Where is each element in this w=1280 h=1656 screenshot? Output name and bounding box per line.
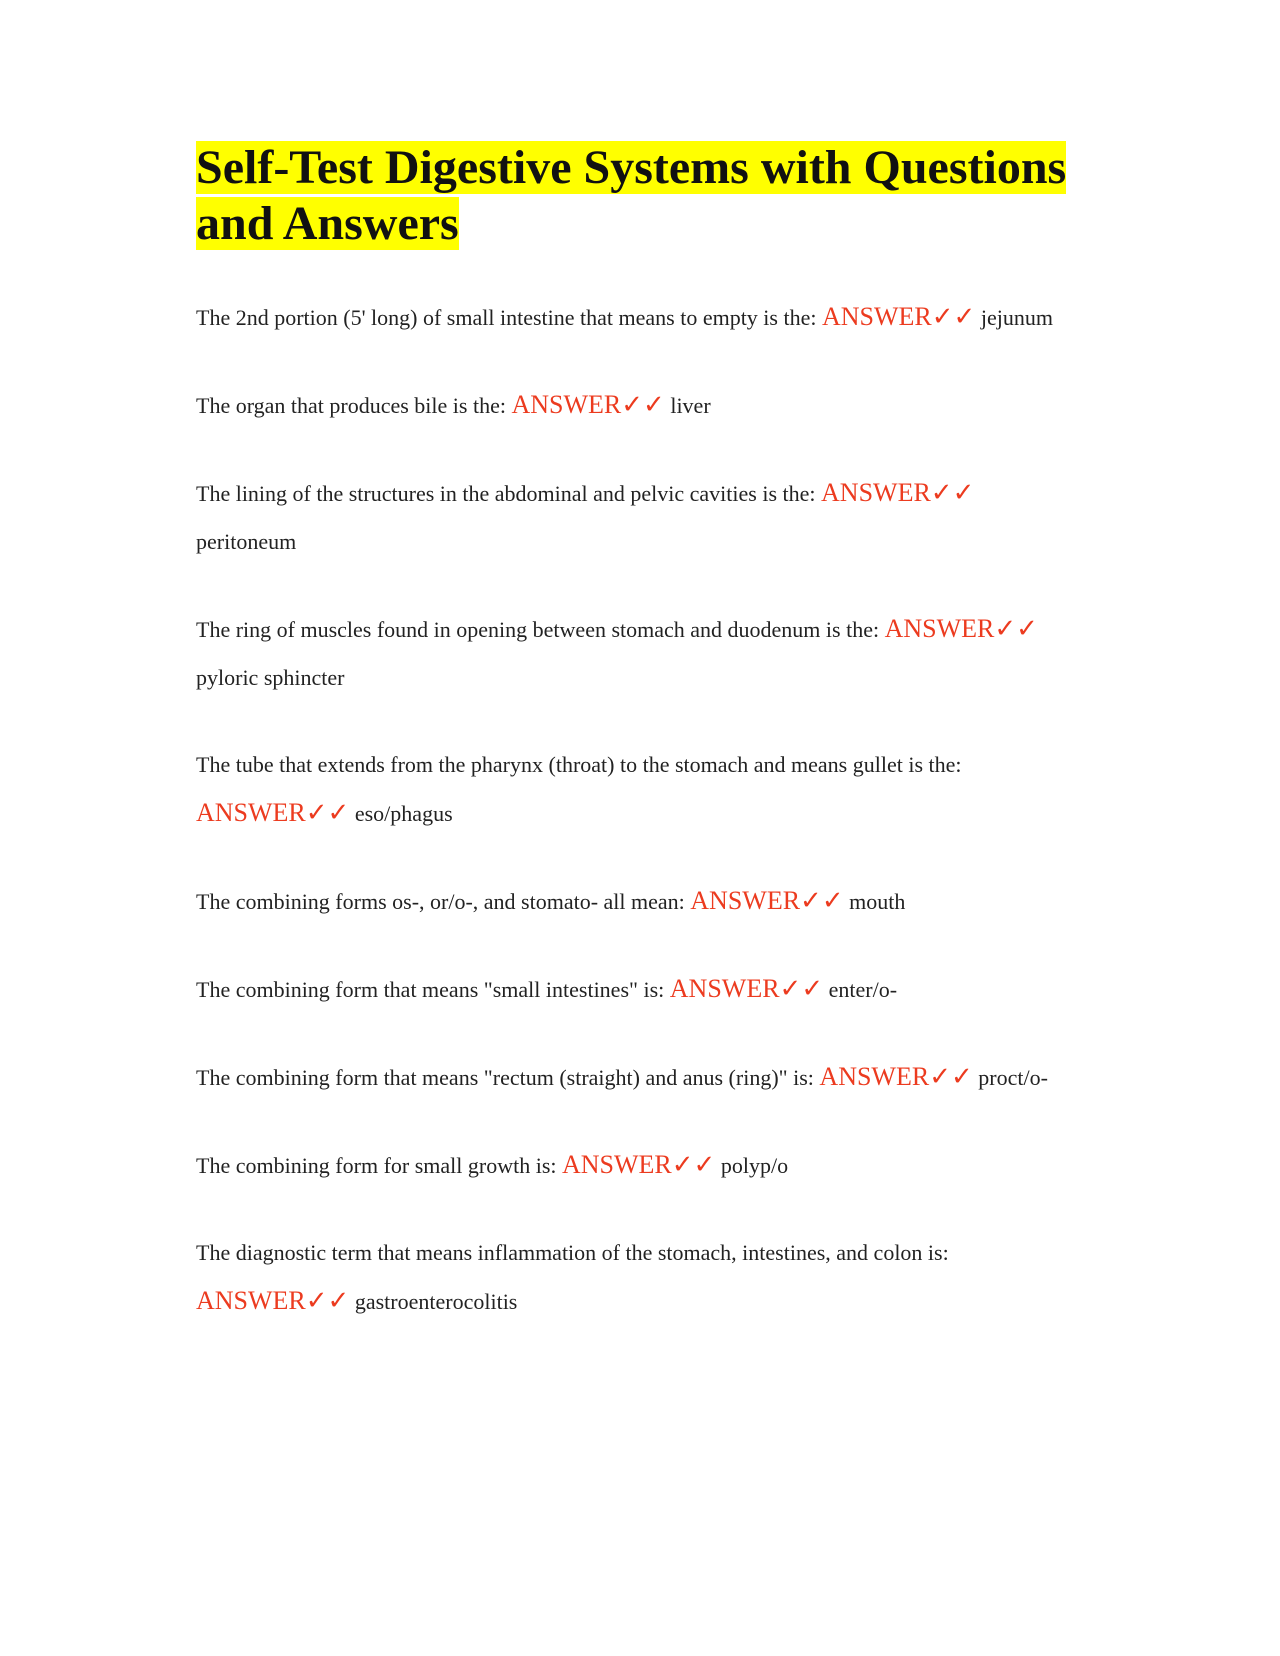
question-text: The combining form for small growth is: [196, 1153, 557, 1178]
question-text: The organ that produces bile is the: [196, 393, 506, 418]
answer-marker: ANSWER✓✓ [562, 1150, 716, 1179]
qa-item [196, 605, 1076, 702]
answer-marker: ANSWER✓✓ [196, 1286, 350, 1315]
answer-marker: ANSWER✓✓ [690, 886, 844, 915]
question-text: The combining form that means "rectum (straight) and anus (ring)" is: [196, 1065, 814, 1090]
answer-marker: ANSWER✓✓ [511, 390, 665, 419]
answer-marker: ANSWER✓✓ [884, 614, 1038, 643]
answer-marker: ANSWER✓✓ [669, 974, 824, 1003]
answer-text: gastroenterocolitis [354, 1289, 518, 1314]
answer-text: polyp/o [720, 1153, 789, 1178]
answer-text: proct/o- [978, 1065, 1048, 1090]
question-text: The 2nd portion (5' long) of small intestine that means to empty is the: [196, 305, 817, 330]
qa-item [196, 965, 1076, 1014]
answer-text: enter/o- [828, 977, 898, 1002]
qa-item [196, 1229, 1076, 1326]
question-text: The combining form that means "small intestines" is: [196, 977, 665, 1002]
answer-text: peritoneum [196, 529, 297, 554]
document-title [196, 140, 1076, 252]
answer-text: jejunum [980, 305, 1053, 330]
answer-marker: ANSWER✓✓ [821, 302, 976, 331]
qa-item [196, 877, 1076, 926]
qa-item [196, 469, 1076, 566]
answer-marker: ANSWER✓✓ [821, 478, 975, 507]
qa-item [196, 1053, 1076, 1102]
title-highlight: Self-Test Digestive Systems with Questions and Answers [196, 141, 1067, 250]
answer-text: eso/phagus [354, 801, 453, 826]
qa-item [196, 741, 1076, 838]
answer-text: mouth [849, 889, 906, 914]
question-text: The tube that extends from the pharynx (throat) to the stomach and means gullet is the: [196, 752, 962, 777]
question-text: The ring of muscles found in opening between stomach and duodenum is the: [196, 617, 880, 642]
question-text: The lining of the structures in the abdominal and pelvic cavities is the: [196, 481, 816, 506]
answer-text: liver [670, 393, 711, 418]
answer-marker: ANSWER✓✓ [196, 798, 350, 827]
qa-list [196, 293, 1076, 1326]
answer-marker: ANSWER✓✓ [819, 1062, 973, 1091]
question-text: The combining forms os-, or/o-, and stomato- all mean: [196, 889, 685, 914]
question-text: The diagnostic term that means inflammation of the stomach, intestines, and colon is: [196, 1240, 949, 1265]
qa-item [196, 293, 1076, 342]
qa-item [196, 1141, 1076, 1190]
document-page [196, 140, 1076, 1326]
qa-item [196, 381, 1076, 430]
answer-text: pyloric sphincter [196, 665, 345, 690]
